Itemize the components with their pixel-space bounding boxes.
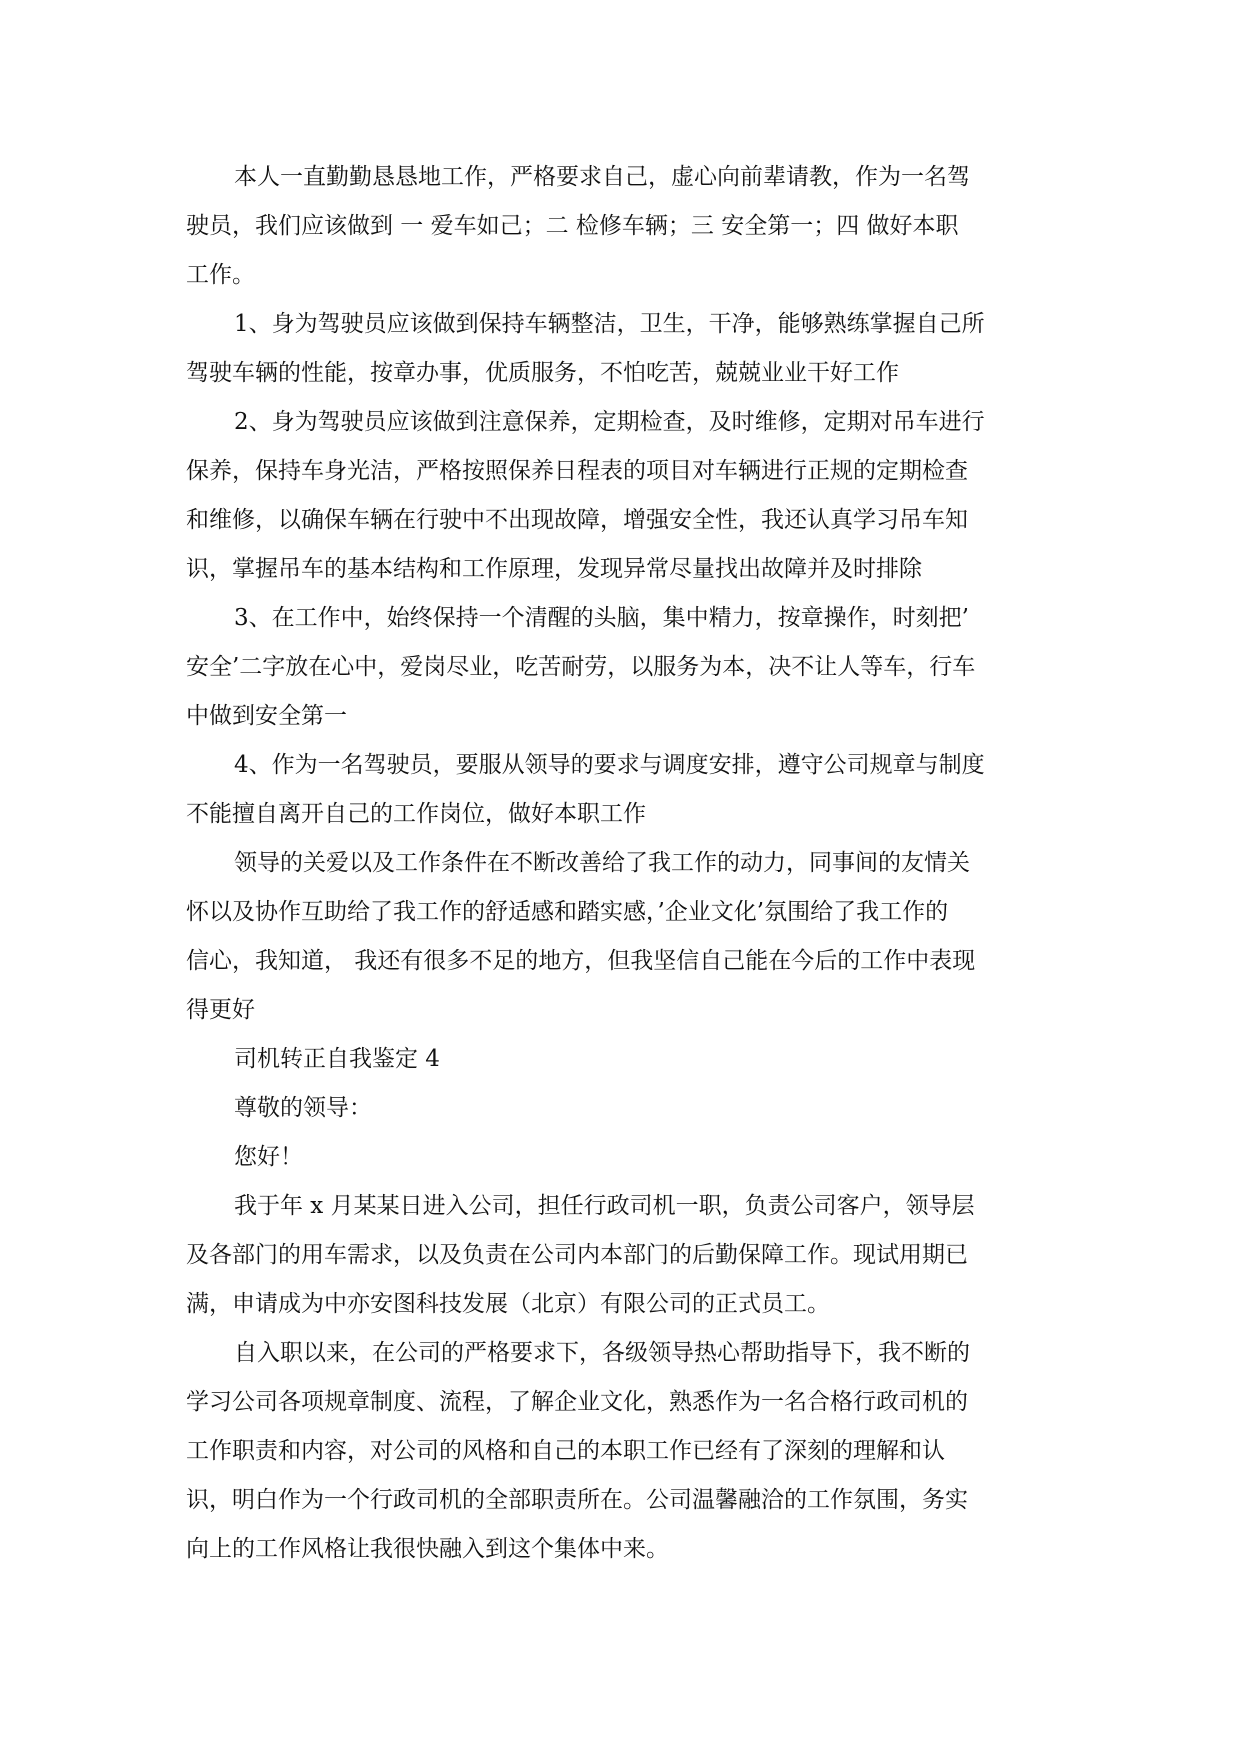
paragraph-line: 向上的工作风格让我很快融入到这个集体中来。 [186,1536,669,1562]
paragraph-line: 满，申请成为中亦安图科技发展（北京）有限公司的正式员工。 [186,1291,830,1317]
paragraph-line: 司机转正自我鉴定 4 [234,1046,440,1072]
paragraph [186,1084,1050,1133]
paragraph-line: 自入职以来，在公司的严格要求下，各级领导热心帮助指导下，我不断的 [234,1340,970,1366]
paragraph-line: 不能擅自离开自己的工作岗位，做好本职工作 [186,801,646,827]
paragraph [186,594,1050,741]
paragraph [186,839,1050,1035]
paragraph-line: 怀以及协作互助给了我工作的舒适感和踏实感，’企业文化’氛围给了我工作的 [186,899,949,925]
paragraph-line: 4、作为一名驾驶员，要服从领导的要求与调度安排，遵守公司规章与制度 [234,752,985,778]
paragraph-line: 得更好 [186,997,255,1023]
paragraph-line: 1、身为驾驶员应该做到保持车辆整洁，卫生，干净，能够熟练掌握自己所 [234,311,985,337]
paragraph-line: 我于年 x 月某某日进入公司，担任行政司机一职，负责公司客户，领导层 [234,1193,975,1219]
paragraph-line: 2、身为驾驶员应该做到注意保养，定期检查，及时维修，定期对吊车进行 [234,409,985,435]
paragraph [186,741,1050,839]
paragraph [186,1182,1050,1329]
paragraph [186,1329,1050,1574]
paragraph [186,398,1050,594]
paragraph [186,1133,1050,1182]
paragraph [186,153,1050,300]
paragraph [186,300,1050,398]
paragraph-line: 识，明白作为一个行政司机的全部职责所在。公司温馨融洽的工作氛围，务实 [186,1487,968,1513]
paragraph-line: 及各部门的用车需求，以及负责在公司内本部门的后勤保障工作。现试用期已 [186,1242,968,1268]
paragraph-line: 工作职责和内容，对公司的风格和自己的本职工作已经有了深刻的理解和认 [186,1438,945,1464]
paragraph-line: 本人一直勤勤恳恳地工作，严格要求自己，虚心向前辈请教，作为一名驾 [234,164,970,190]
paragraph-line: 驾驶车辆的性能，按章办事，优质服务，不怕吃苦，兢兢业业干好工作 [186,360,899,386]
paragraph-line: 和维修，以确保车辆在行驶中不出现故障，增强安全性，我还认真学习吊车知 [186,507,968,533]
paragraph-line: 保养，保持车身光洁，严格按照保养日程表的项目对车辆进行正规的定期检查 [186,458,968,484]
paragraph-line: 学习公司各项规章制度、流程，了解企业文化，熟悉作为一名合格行政司机的 [186,1389,968,1415]
paragraph-line: 您好！ [234,1144,303,1170]
document-body [186,153,1050,1574]
paragraph [186,1035,1050,1084]
paragraph-line: 领导的关爱以及工作条件在不断改善给了我工作的动力，同事间的友情关 [234,850,970,876]
paragraph-line: 识，掌握吊车的基本结构和工作原理，发现异常尽量找出故障并及时排除 [186,556,922,582]
paragraph-line: 工作。 [186,262,255,288]
paragraph-line: 3、在工作中，始终保持一个清醒的头脑，集中精力，按章操作，时刻把’ [234,605,969,631]
paragraph-line: 信心，我知道， 我还有很多不足的地方，但我坚信自己能在今后的工作中表现 [186,948,976,974]
paragraph-line: 中做到安全第一 [186,703,347,729]
paragraph-line: 尊敬的领导： [234,1095,372,1121]
paragraph-line: 安全’二字放在心中，爱岗尽业，吃苦耐劳，以服务为本，决不让人等车，行车 [186,654,976,680]
paragraph-line: 驶员，我们应该做到 一 爱车如己；二 检修车辆；三 安全第一；四 做好本职 [186,213,959,239]
